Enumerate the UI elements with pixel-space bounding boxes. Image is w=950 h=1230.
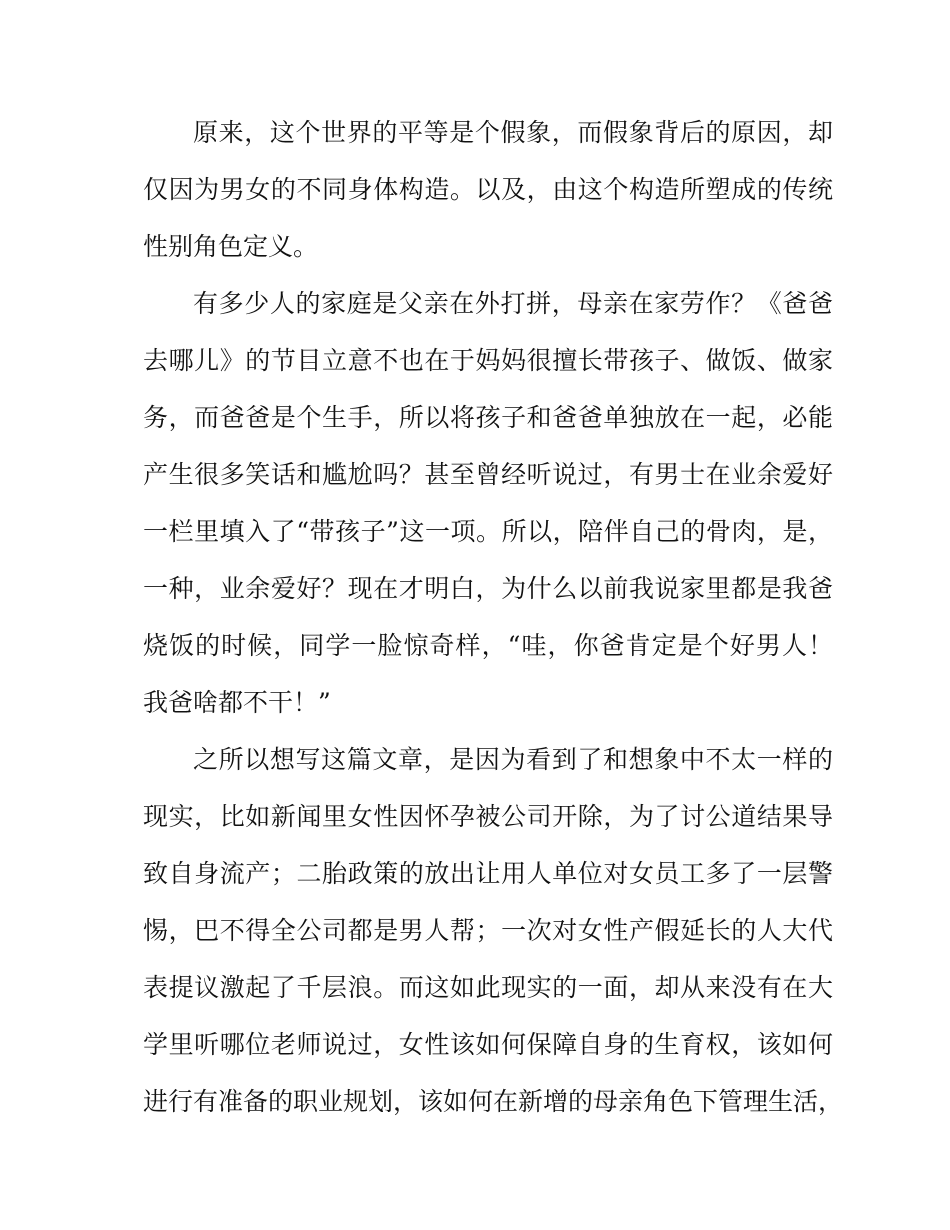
paragraph-2-line-3: 务，而爸爸是个生手，所以将孩子和爸爸单独放在一起，必能 — [143, 403, 833, 432]
paragraph-3-line-6: 学里听哪位老师说过，女性该如何保障自身的生育权，该如何 — [143, 1030, 833, 1059]
paragraph-2-line-1: 有多少人的家庭是父亲在外打拼，母亲在家劳作？《爸爸 — [193, 289, 833, 318]
paragraph-3-line-3: 致自身流产；二胎政策的放出让用人单位对女员工多了一层警 — [143, 859, 833, 888]
paragraph-1-line-1: 原来，这个世界的平等是个假象，而假象背后的原因，却 — [193, 118, 833, 147]
paragraph-1-line-2: 仅因为男女的不同身体构造。以及，由这个构造所塑成的传统 — [143, 175, 833, 204]
paragraph-1-line-3: 性别角色定义。 — [143, 232, 319, 261]
paragraph-2-line-4: 产生很多笑话和尴尬吗？甚至曾经听说过，有男士在业余爱好 — [143, 460, 833, 489]
paragraph-3-line-1: 之所以想写这篇文章，是因为看到了和想象中不太一样的 — [193, 745, 833, 774]
paragraph-2-line-8: 我爸啥都不干！” — [143, 688, 331, 717]
paragraph-3-line-4: 惕，巴不得全公司都是男人帮；一次对女性产假延长的人大代 — [143, 916, 833, 945]
paragraph-2-line-5: 一栏里填入了“带孩子”这一项。所以，陪伴自己的骨肉，是， — [143, 517, 833, 546]
paragraph-3-line-5: 表提议激起了千层浪。而这如此现实的一面，却从来没有在大 — [143, 973, 833, 1002]
paragraph-2-line-6: 一种，业余爱好？现在才明白，为什么以前我说家里都是我爸 — [143, 574, 833, 603]
paragraph-3-line-2: 现实，比如新闻里女性因怀孕被公司开除，为了讨公道结果导 — [143, 802, 833, 831]
paragraph-2-line-2: 去哪儿》的节目立意不也在于妈妈很擅长带孩子、做饭、做家 — [143, 346, 833, 375]
paragraph-3-line-7: 进行有准备的职业规划，该如何在新增的母亲角色下管理生活， — [143, 1087, 844, 1116]
paragraph-2-line-7: 烧饭的时候，同学一脸惊奇样，“哇，你爸肯定是个好男人！ — [143, 631, 833, 660]
body-text — [143, 104, 844, 1130]
